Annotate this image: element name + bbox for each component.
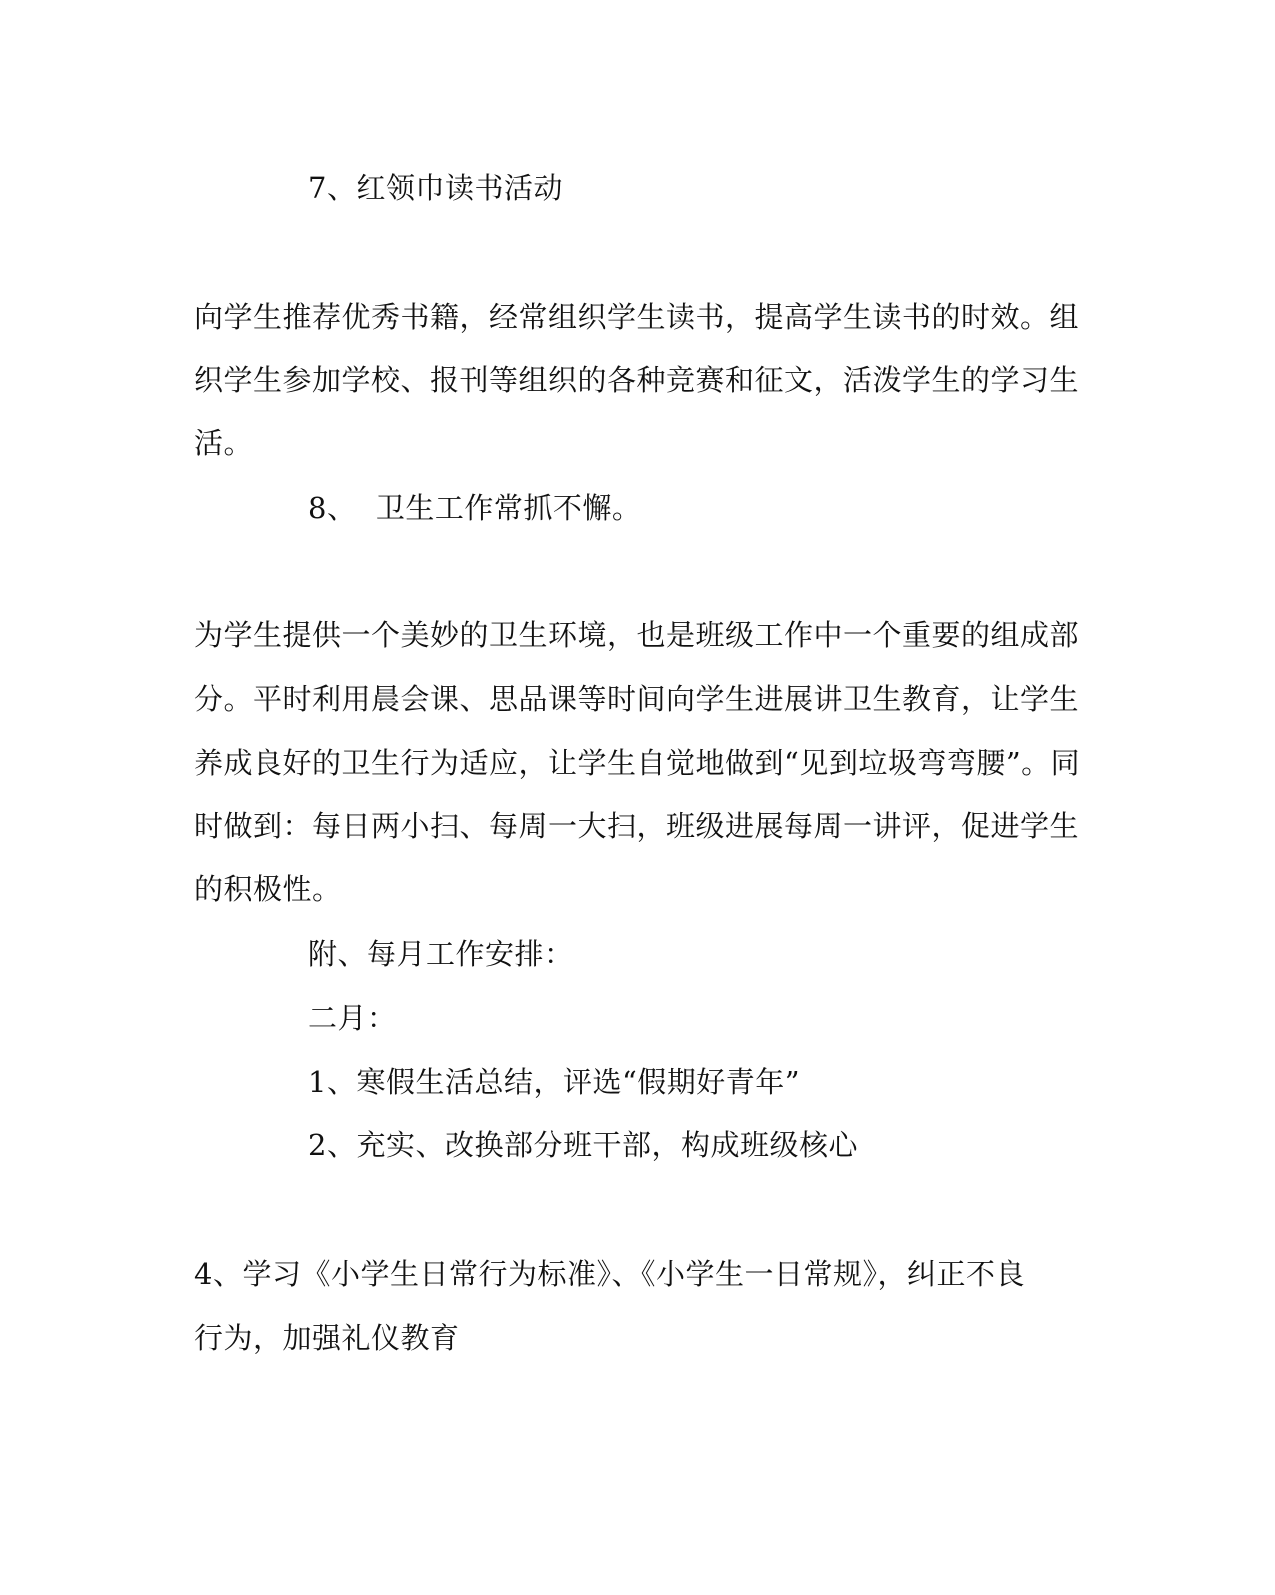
month-heading: 二月：: [308, 1001, 397, 1035]
list-item-continuation: 行为，加强礼仪教育: [194, 1321, 460, 1355]
paragraph-line: 的积极性。: [194, 872, 342, 906]
paragraph-line: 织学生参加学校、报刊等组织的各种竞赛和征文，活泼学生的学习生: [194, 363, 1080, 397]
paragraph-line: 为学生提供一个美妙的卫生环境，也是班级工作中一个重要的组成部: [194, 618, 1080, 652]
paragraph-line: 分。平时利用晨会课、思品课等时间向学生进展讲卫生教育，让学生: [194, 682, 1080, 716]
monthly-plan-heading: 附、每月工作安排：: [308, 937, 574, 971]
list-item: 2、充实、改换部分班干部，构成班级核心: [308, 1128, 858, 1162]
heading-hygiene-work: 8、 卫生工作常抓不懈。: [308, 491, 642, 525]
paragraph-line: 时做到：每日两小扫、每周一大扫，班级进展每周一讲评，促进学生: [194, 809, 1080, 843]
paragraph-line: 向学生推荐优秀书籍，经常组织学生读书，提高学生读书的时效。组: [194, 300, 1080, 334]
paragraph-line: 养成良好的卫生行为适应，让学生自觉地做到“见到垃圾弯弯腰”。同: [194, 746, 1081, 780]
paragraph-line: 活。: [194, 426, 254, 460]
list-item: 4、学习《小学生日常行为标准》、《小学生一日常规》，纠正不良: [194, 1257, 1025, 1291]
list-item: 1、寒假生活总结，评选“假期好青年”: [308, 1065, 801, 1099]
heading-reading-activity: 7、红领巾读书活动: [308, 171, 563, 205]
